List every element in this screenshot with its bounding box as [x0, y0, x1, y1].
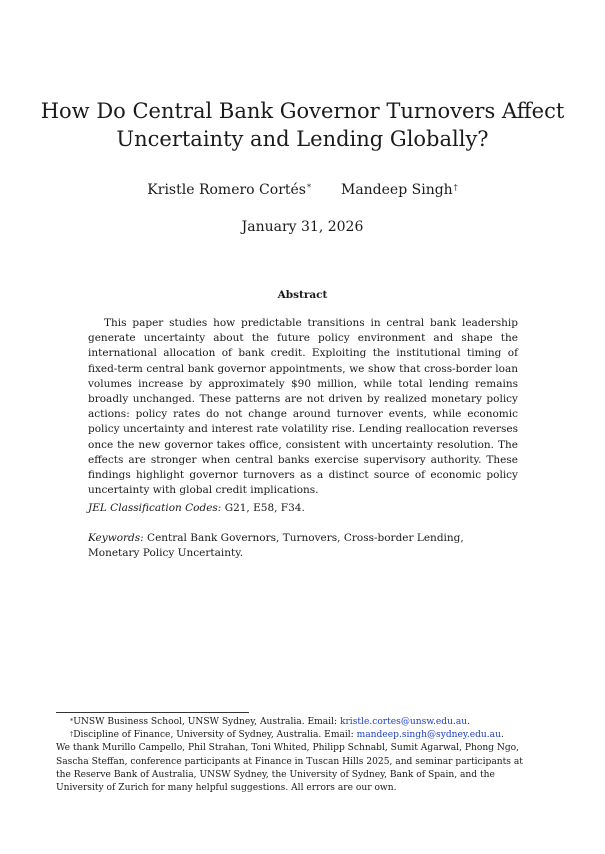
keywords-value: Central Bank Governors, Turnovers, Cross-border Lending, Monetary Policy Uncertainty. — [88, 532, 464, 560]
jel-label: JEL Classification Codes: — [88, 502, 222, 514]
footnote-mark: * — [70, 717, 74, 725]
acknowledgements: We thank Murillo Campello, Phil Strahan, Toni Whited, Philipp Schnabl, Sumit Agarwal, Phong Ngo, Sascha Steffan, conference participants at Finance in Tuscan Hills 2025, and seminar participants at the Reserve Bank of Australia, UNSW Sydney, the University of Sydney, Bank of Spain, and the University of Zurich for many helpful suggestions. All errors are our own. — [56, 743, 523, 794]
footnote-mark: † — [70, 730, 74, 739]
abstract-body: This paper studies how predictable transitions in central bank leadership generate uncertainty about the future policy environment and shape the international allocation of bank credit. Exploiting the institutional timing of fixed-term central bank governor appointments, we show that cross-border loan volumes increase by approximately $90 million, while total lending remains broadly unchanged. These patterns are not driven by realized monetary policy actions: policy rates do not change around turnover events, while economic policy uncertainty and interest rate volatility rise. Lending reallocation reverses once the new governor takes office, consistent with uncertainty resolution. The effects are stronger when central banks exercise supervisory authority. These findings highlight governor turnovers as a distinct source of economic policy uncertainty with global credit implications. — [88, 317, 518, 497]
jel-codes — [88, 501, 518, 516]
email-link[interactable]: kristle.cortes@unsw.edu.au — [339, 717, 468, 727]
author-footnote-mark: † — [453, 183, 458, 192]
email-link[interactable]: mandeep.singh@sydney.edu.au — [356, 730, 501, 741]
jel-value: G21, E58, F34. — [224, 502, 305, 514]
footnote-text: UNSW Business School, UNSW Sydney, Australia. Email: — [73, 717, 340, 727]
author-name: Kristle Romero Cortés — [147, 182, 306, 198]
footnote-end: . — [467, 717, 471, 727]
paper-title: How Do Central Bank Governor Turnovers Affect Uncertainty and Lending Globally? — [40, 99, 565, 151]
paper-date: January 31, 2026 — [241, 219, 364, 235]
abstract-heading: Abstract — [277, 289, 328, 301]
keywords-label: Keywords: — [88, 532, 144, 544]
author-1 — [147, 181, 311, 199]
footnote-rule — [56, 712, 249, 713]
author-footnote-mark: * — [306, 183, 311, 192]
footnotes — [56, 712, 540, 795]
footnote-text: Discipline of Finance, University of Sydney, Australia. Email: — [73, 730, 357, 741]
author-2 — [341, 181, 458, 199]
keywords — [88, 531, 518, 561]
author-list — [0, 181, 605, 199]
footnote-end: . — [500, 730, 504, 741]
footnote-1 — [56, 716, 540, 729]
author-name: Mandeep Singh — [340, 182, 453, 198]
footnote-2 — [56, 729, 540, 742]
